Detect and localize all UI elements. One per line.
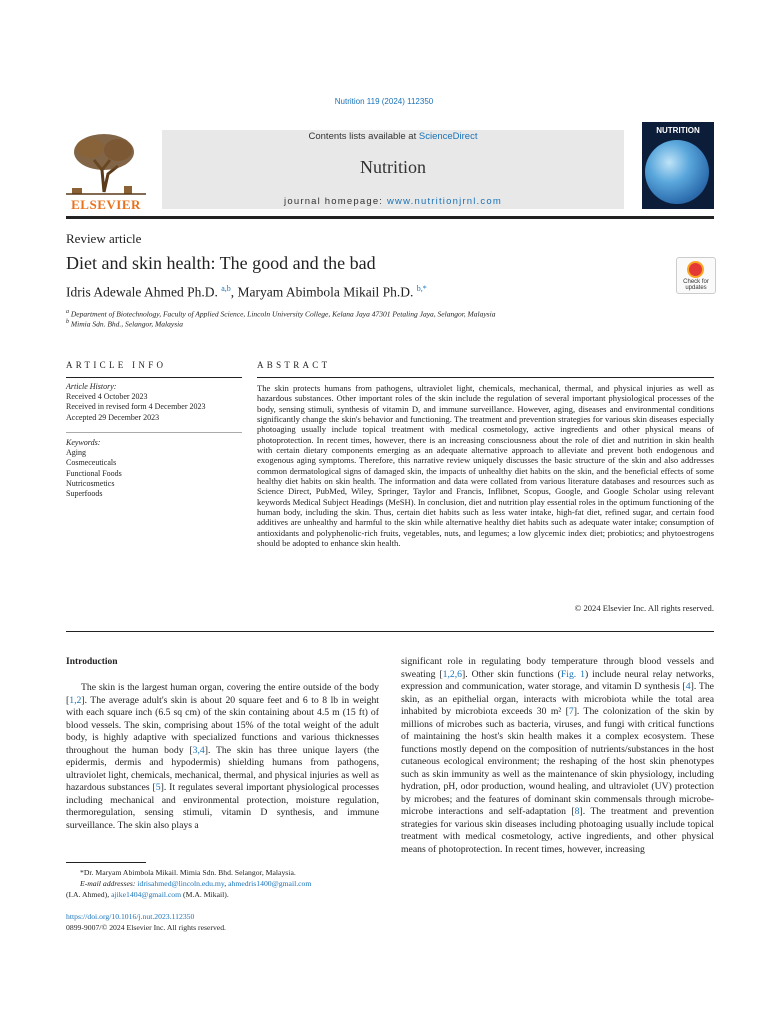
body-text-run: ]. The colonization of the skin by millions of microbes such as bacteria, viruses, and fungi with critical functions of maintaining the host's skin health makes it a complex ecosystem. These functions mostly depend on the composition of nutrients/substances in the host cutaneous ecological environment; the reshaping of the host skin phenotypes such as skin immunity as well as the maintenance of skin physiology, including hydration, pH, odor production, wound healing, and ultraviolet (UV) protection by microbes; and the features of dominant skin commensals through microbe-microbe interactions and self-adaptation [ (401, 706, 714, 817)
reference-link[interactable]: 1,2 (69, 694, 82, 706)
journal-citation[interactable]: Nutrition 119 (2024) 112350 (334, 97, 434, 106)
body-text-right-column (401, 656, 714, 856)
body-text-run: ]. The skin, as an epithelial organ, interacts with microbiota while the total area inhabited by microbiota exceeds 30 m² [ (401, 681, 714, 717)
email-link[interactable]: ajike1404@gmail.com (111, 890, 182, 899)
abstract-text: The skin protects humans from pathogens, ultraviolet light, chemicals, mechanical, thermal, and physical injuries as well as hazardous substances. Other important roles of the skin include the regulation of several important physiological processes of the body, sensing stimuli, synthesis of vitamin D, and immune surveillance. However, aging, diseases and environmental conditions significantly change the skin's behavior and functioning. The treatment and prevention strategies for various skin diseases especially photoaging usually include topical treatment with medical cosmetology, active ingredients and other physical means of photoprotection. In recent times, however, there is an increasing consciousness about the role of diet and nutrition in skin health with certain dietary components emerging as an adequate alternative approach to alleviate and prevent both endogenous and exogenous aging symptoms. Therefore, this narrative review uniquely discusses the basic structure of the skin and also addresses common dermatological signs of damaged skin, the impacts of unhealthy diet habits on the skin, and the beneficial effects of some healthy diet habits on skin health. The information and data were collated from various literature databases and resources such as Science Direct, PubMed, Wiley, Springer, Taylor and Francis, Inflibnet, Scopus, Google, and Google Scholar using relevant keywords Medical Subject Headings (MeSH). In conclusion, diet and nutrition play essential roles in the optimum functioning of the human body, including the skin. Thus, certain diet habits such as less water intake, high-fat diet, refined sugar, and certain food additives are unhealthy and harmful to the skin while alternative healthy diet habits such as adequate water intake; consumption of antioxidants and polyphenolic-rich fruits, vegetables, nuts, and legumes; a low glycemic index diet; probiotics; and phytoestrogens should be adopted to enhance skin health. (257, 383, 714, 549)
email-label: E-mail addresses: (80, 879, 138, 888)
body-text-run: ) include neural relay networks, expression and communication, water storage, and vitamin D synthesis [ (401, 668, 714, 692)
email-owner: (I.A. Ahmed), (66, 890, 112, 899)
email-owners (66, 889, 379, 900)
journal-homepage (162, 196, 624, 207)
contents-line (162, 131, 624, 142)
body-text-left-column (66, 682, 379, 832)
journal-cover-image[interactable] (642, 122, 714, 209)
body-text-run: significant role in regulating body temperature through blood vessels and sweating [ (401, 656, 714, 680)
keywords-label: Keywords: (66, 438, 101, 447)
reference-link[interactable]: 1,2,6 (442, 668, 462, 680)
email-separator: , (224, 879, 229, 888)
email-addresses (66, 878, 379, 889)
body-text-run: ]. The treatment and prevention strategies for various skin diseases including photoaging usually include topical treatment with medical cosmetology, active ingredients, and other physical means of photoprotection. In recent times, however, increasing (401, 806, 714, 855)
reference-link[interactable]: 5 (155, 782, 161, 793)
author-affiliation-marker[interactable]: a,b (221, 284, 231, 293)
reference-link[interactable]: 8 (574, 806, 580, 817)
header-divider (66, 216, 714, 219)
body-paragraph (401, 656, 714, 856)
email-owner: (M.A. Mikail). (181, 890, 229, 899)
abstract-rule (257, 377, 714, 378)
history-item: Accepted 29 December 2023 (66, 412, 160, 422)
article-history (66, 382, 206, 423)
affiliation-marker: b (66, 319, 69, 325)
history-label: Article History: (66, 382, 117, 391)
corresponding-author-note: *Dr. Maryam Abimbola Mikail. Mimia Sdn. Bhd. Selangor, Malaysia. (80, 868, 296, 877)
section-heading-introduction: Introduction (66, 657, 118, 667)
crossmark-label-line1: Check for (683, 279, 709, 285)
abstract-bottom-rule (66, 631, 714, 632)
contents-prefix: Contents lists available at (308, 131, 419, 142)
reference-link[interactable]: 4 (685, 681, 691, 692)
abstract-heading: ABSTRACT (257, 360, 331, 370)
footnotes (66, 867, 379, 900)
keyword[interactable]: Nutricosmetics (66, 478, 115, 488)
affiliation-text: Department of Biotechnology, Faculty of Applied Science, Lincoln University College, Kelana Jaya 47301 Petaling Jaya, Selangor, Malaysia (70, 309, 496, 319)
body-text-run: ]. The average adult's skin is about 20 square feet and 6 to 8 lb in weight with each square inch (6.5 sq cm) of the skin containing about 4.5 m (15 ft) of blood vessels. The skin, comprising about 15% of the total weight of the adult body, is highly adaptive with specialized functions and various thicknesses throughout the human body [ (66, 694, 379, 756)
history-item: Received 4 October 2023 (66, 392, 148, 402)
body-paragraph (66, 682, 379, 832)
crossmark-label (677, 279, 715, 291)
cover-title: NUTRITION (656, 126, 700, 135)
author-list (66, 284, 427, 301)
footnote-rule (66, 862, 146, 863)
affiliation-text: Mimia Sdn. Bhd., Selangor, Malaysia (70, 319, 183, 329)
doi-block (66, 911, 226, 933)
publisher-name[interactable]: ELSEVIER (71, 197, 141, 212)
keyword[interactable]: Functional Foods (66, 468, 122, 478)
history-item: Received in revised form 4 December 2023 (66, 402, 206, 412)
reference-link[interactable]: Fig. 1 (560, 668, 585, 680)
keywords-rule (66, 432, 242, 433)
affiliation (66, 309, 495, 319)
keyword[interactable]: Superfoods (66, 489, 103, 499)
email-link[interactable]: idrisahmed@lincoln.edu.my (137, 879, 225, 888)
crossmark-label-line2: updates (685, 285, 707, 291)
body-text-run: ]. Other skin functions ( (461, 668, 561, 680)
keyword[interactable]: Aging (66, 448, 86, 458)
author-separator: , (230, 284, 238, 300)
sciencedirect-link[interactable]: ScienceDirect (418, 131, 478, 142)
author-affiliation-marker[interactable]: b,* (416, 284, 427, 293)
article-info-heading: ARTICLE INFO (66, 360, 167, 370)
body-text-run: ]. It regulates several important physiological processes including mechanical and environmental protection, moisture regulation, thermoregulation, sensing stimuli, vitamin D synthesis, and immune surveillance. The skin also plays a (66, 782, 379, 831)
article-title: Diet and skin health: The good and the bad (66, 253, 376, 273)
cover-globe-graphic (645, 140, 709, 204)
abstract-copyright: © 2024 Elsevier Inc. All rights reserved. (574, 603, 714, 613)
reference-link[interactable]: 7 (568, 706, 574, 717)
homepage-link[interactable]: www.nutritionjrnl.com (386, 196, 502, 207)
keyword[interactable]: Cosmeceuticals (66, 458, 117, 468)
homepage-prefix: journal homepage: (284, 196, 387, 207)
doi-link[interactable]: https://doi.org/10.1016/j.nut.2023.112350 (66, 912, 195, 921)
keywords (66, 438, 122, 499)
check-for-updates-button[interactable] (676, 257, 716, 294)
article-info-rule (66, 377, 242, 378)
journal-name: Nutrition (360, 157, 426, 177)
email-link[interactable]: ahmedris1400@gmail.com (228, 879, 312, 888)
body-text-run: ]. The skin has three unique layers (the epidermis, dermis and hypodermis) shielding humans from pathogens, ultraviolet light, chemicals, mechanical, thermal, and physical injuries as well as hazardous substances [ (66, 744, 379, 793)
crossmark-icon (687, 261, 704, 278)
affiliation (66, 319, 183, 329)
body-text-run: The skin is the largest human organ, covering the entire outside of the body [ (66, 682, 379, 706)
author-name[interactable]: Maryam Abimbola Mikail Ph.D. (237, 284, 414, 300)
affiliation-marker: a (66, 309, 69, 315)
author-name[interactable]: Idris Adewale Ahmed Ph.D. (66, 284, 218, 300)
issn-copyright: 0899-9007/© 2024 Elsevier Inc. All rights reserved. (66, 923, 226, 932)
article-type: Review article (66, 231, 142, 246)
reference-link[interactable]: 3,4 (192, 744, 205, 756)
